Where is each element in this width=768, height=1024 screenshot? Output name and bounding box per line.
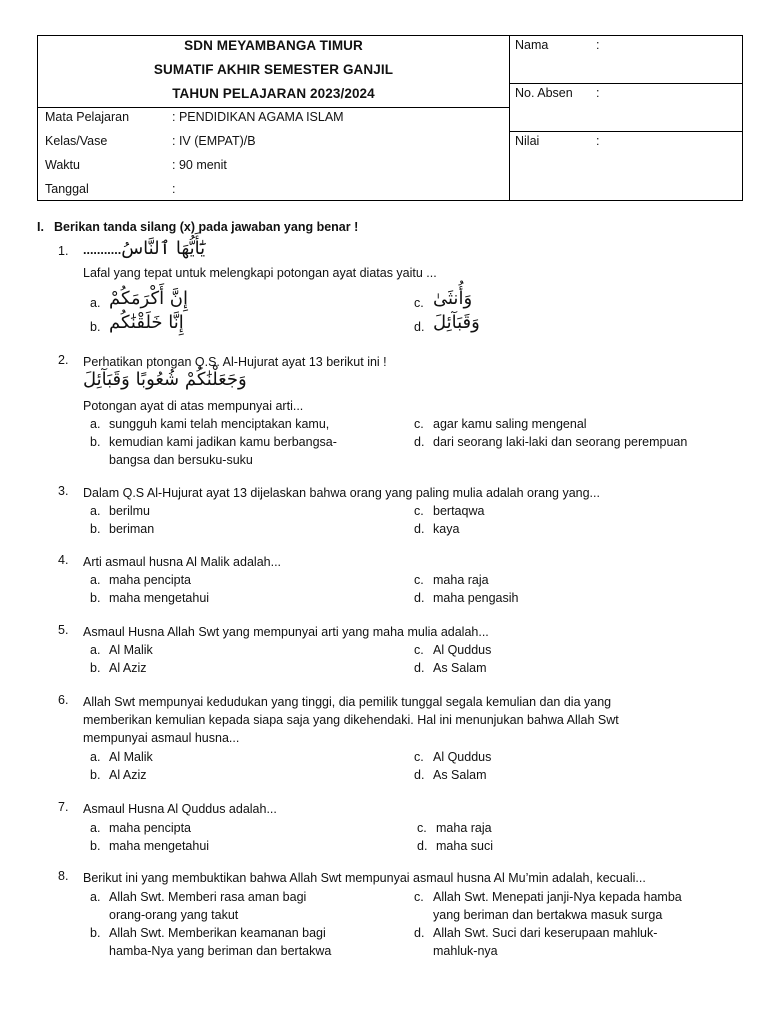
option-text: Al Quddus: [433, 643, 492, 657]
option-text: As Salam: [433, 661, 487, 675]
option-text: sungguh kami telah menciptakan kamu,: [109, 417, 330, 431]
option-text: وَقَبَآئِلَ: [433, 312, 480, 333]
option-text: beriman: [109, 522, 155, 536]
absen-number-field[interactable]: [509, 84, 742, 132]
question-prompt-arabic: [83, 240, 733, 259]
exam-name: SUMATIF AKHIR SEMESTER GANJIL: [153, 62, 394, 77]
question-text: Lafal yang tepat untuk melengkapi potongan ayat diatas yaitu ...: [83, 266, 437, 280]
option-letter: c.: [414, 417, 424, 431]
option-c[interactable]: [414, 888, 754, 924]
question-number: 6.: [58, 693, 69, 707]
score-field[interactable]: [509, 132, 742, 200]
option-letter: c.: [414, 573, 424, 587]
option-letter: a.: [90, 643, 101, 657]
arabic-verse: يَٰٓأَيُّهَا ٱلنَّاسُ: [121, 238, 206, 259]
info-row-time: [38, 155, 509, 178]
option-letter: c.: [414, 504, 424, 518]
option-letter: a.: [90, 504, 101, 518]
option-text: وَأُنثَىٰ: [433, 288, 473, 309]
info-label: Tanggal: [45, 182, 89, 196]
option-letter: b.: [90, 926, 101, 940]
option-a[interactable]: [90, 888, 410, 924]
arabic-verse: [83, 371, 733, 389]
info-label: Kelas/Vase: [45, 134, 108, 148]
question-text: Asmaul Husna Al Quddus adalah...: [83, 802, 277, 816]
option-letter: b.: [90, 839, 101, 853]
school-year: TAHUN PELAJARAN 2023/2024: [172, 86, 375, 101]
option-text: maha raja: [436, 821, 492, 835]
name-field[interactable]: [509, 36, 742, 84]
option-text: berilmu: [109, 504, 150, 518]
question-text: Arti asmaul husna Al Malik adalah...: [83, 555, 282, 569]
option-letter: c.: [414, 296, 424, 310]
option-text: As Salam: [433, 768, 487, 782]
question-number: 3.: [58, 484, 69, 498]
info-value: : 90 menit: [172, 158, 227, 172]
option-text: Al Quddus: [433, 750, 492, 764]
question-number: 4.: [58, 553, 69, 567]
option-letter: a.: [90, 296, 101, 310]
question-number: 2.: [58, 353, 69, 367]
option-text: maha pencipta: [109, 573, 192, 587]
option-letter: c.: [414, 890, 424, 904]
option-text-continued: yang beriman dan bertakwa masuk surga: [433, 908, 663, 922]
exam-header: [37, 35, 743, 201]
option-text: إِنَّ أَكْرَمَكُمْ: [109, 288, 189, 309]
option-text: إِنَّا خَلَقْنَٰكُم: [109, 312, 184, 333]
option-letter: d.: [414, 320, 425, 334]
option-text: maha suci: [436, 839, 493, 853]
header-title-block: [38, 36, 509, 108]
option-letter: d.: [414, 591, 425, 605]
option-letter: b.: [90, 768, 101, 782]
option-text: maha pengasih: [433, 591, 519, 605]
option-text: maha mengetahui: [109, 591, 210, 605]
question-text-line-3: mempunyai asmaul husna...: [83, 731, 240, 745]
info-row-class: [38, 131, 509, 154]
option-letter: b.: [90, 591, 101, 605]
option-text-continued: mahluk-nya: [433, 944, 498, 958]
option-letter: a.: [90, 573, 101, 587]
section-number: I.: [37, 220, 44, 234]
option-text-continued: orang-orang yang takut: [109, 908, 239, 922]
option-letter: b.: [90, 522, 101, 536]
option-letter: a.: [90, 821, 101, 835]
option-text: maha mengetahui: [109, 839, 210, 853]
option-letter: b.: [90, 661, 101, 675]
question-text: Dalam Q.S Al-Hujurat ayat 13 dijelaskan bahwa orang yang paling mulia adalah orang yang...: [83, 486, 600, 500]
question-text: Asmaul Husna Allah Swt yang mempunyai arti yang maha mulia adalah...: [83, 625, 489, 639]
field-colon: :: [596, 134, 600, 148]
option-letter: d.: [414, 768, 425, 782]
option-text: kaya: [433, 522, 460, 536]
question-text: Perhatikan ptongan Q.S. Al-Hujurat ayat 13 berikut ini !: [83, 355, 387, 369]
option-text: Al Malik: [109, 643, 153, 657]
option-letter: c.: [417, 821, 427, 835]
option-letter: d.: [414, 926, 425, 940]
question-text-line-2: memberikan kemulian kepada siapa saja yang dikehendaki. Hal ini menunjukan bahwa Allah Swt: [83, 713, 619, 727]
option-text: maha pencipta: [109, 821, 192, 835]
field-colon: :: [596, 86, 600, 100]
option-letter: d.: [414, 522, 425, 536]
info-row-date: [38, 179, 509, 202]
option-letter: d.: [414, 661, 425, 675]
arabic-verse-text: وَجَعَلْنَٰكُمْ شُعُوبًا وَقَبَآئِلَ: [83, 369, 247, 390]
question-text-line-1: Allah Swt mempunyai kedudukan yang tinggi, dia pemilik tunggal segala kemulian dan dia yang: [83, 695, 612, 709]
option-letter: d.: [417, 839, 428, 853]
field-colon: :: [596, 38, 600, 52]
info-row-subject: [38, 107, 509, 130]
option-letter: a.: [90, 417, 101, 431]
blank-dots: ...........: [83, 243, 122, 257]
option-text: kemudian kami jadikan kamu berbangsa-: [109, 435, 337, 449]
info-value: : IV (EMPAT)/B: [172, 134, 256, 148]
option-text: bertaqwa: [433, 504, 485, 518]
option-text: maha raja: [433, 573, 489, 587]
option-text-continued: hamba-Nya yang beriman dan bertakwa: [109, 944, 332, 958]
question-number: 8.: [58, 869, 69, 883]
field-label: No. Absen: [515, 86, 573, 100]
info-label: Mata Pelajaran: [45, 110, 130, 124]
question-number: 1.: [58, 244, 69, 258]
option-text: Al Aziz: [109, 661, 147, 675]
option-text: dari seorang laki-laki dan seorang perempuan: [433, 435, 688, 449]
option-text: Al Malik: [109, 750, 153, 764]
option-b[interactable]: [90, 433, 410, 469]
info-label: Waktu: [45, 158, 80, 172]
option-letter: c.: [414, 643, 424, 657]
header-left-panel: [38, 36, 510, 200]
question-number: 7.: [58, 800, 69, 814]
option-letter: b.: [90, 435, 101, 449]
question-number: 5.: [58, 623, 69, 637]
option-text: Allah Swt. Suci dari keserupaan mahluk-: [433, 926, 658, 940]
option-letter: c.: [414, 750, 424, 764]
option-letter: b.: [90, 320, 101, 334]
section-instruction: [37, 220, 358, 234]
field-label: Nama: [515, 38, 549, 52]
option-letter: a.: [90, 750, 101, 764]
option-b[interactable]: [90, 924, 410, 960]
option-letter: a.: [90, 890, 101, 904]
info-value: :: [172, 182, 176, 196]
option-text: agar kamu saling mengenal: [433, 417, 587, 431]
info-value: : PENDIDIKAN AGAMA ISLAM: [172, 110, 344, 124]
option-text: Allah Swt. Menepati janji-Nya kepada hamba: [433, 890, 682, 904]
option-letter: d.: [414, 435, 425, 449]
option-text: Allah Swt. Memberi rasa aman bagi: [109, 890, 307, 904]
option-d[interactable]: [414, 924, 754, 960]
instruction-text: Berikan tanda silang (x) pada jawaban yang benar !: [54, 220, 359, 234]
question-text: Berikut ini yang membuktikan bahwa Allah Swt mempunyai asmaul husna Al Mu’min adalah, kecuali...: [83, 871, 646, 885]
school-name: SDN MEYAMBANGA TIMUR: [184, 38, 363, 53]
question-subtext: Potongan ayat di atas mempunyai arti...: [83, 399, 304, 413]
field-label: Nilai: [515, 134, 540, 148]
option-text: Al Aziz: [109, 768, 147, 782]
option-text-continued: bangsa dan bersuku-suku: [109, 453, 253, 467]
option-text: Allah Swt. Memberikan keamanan bagi: [109, 926, 326, 940]
